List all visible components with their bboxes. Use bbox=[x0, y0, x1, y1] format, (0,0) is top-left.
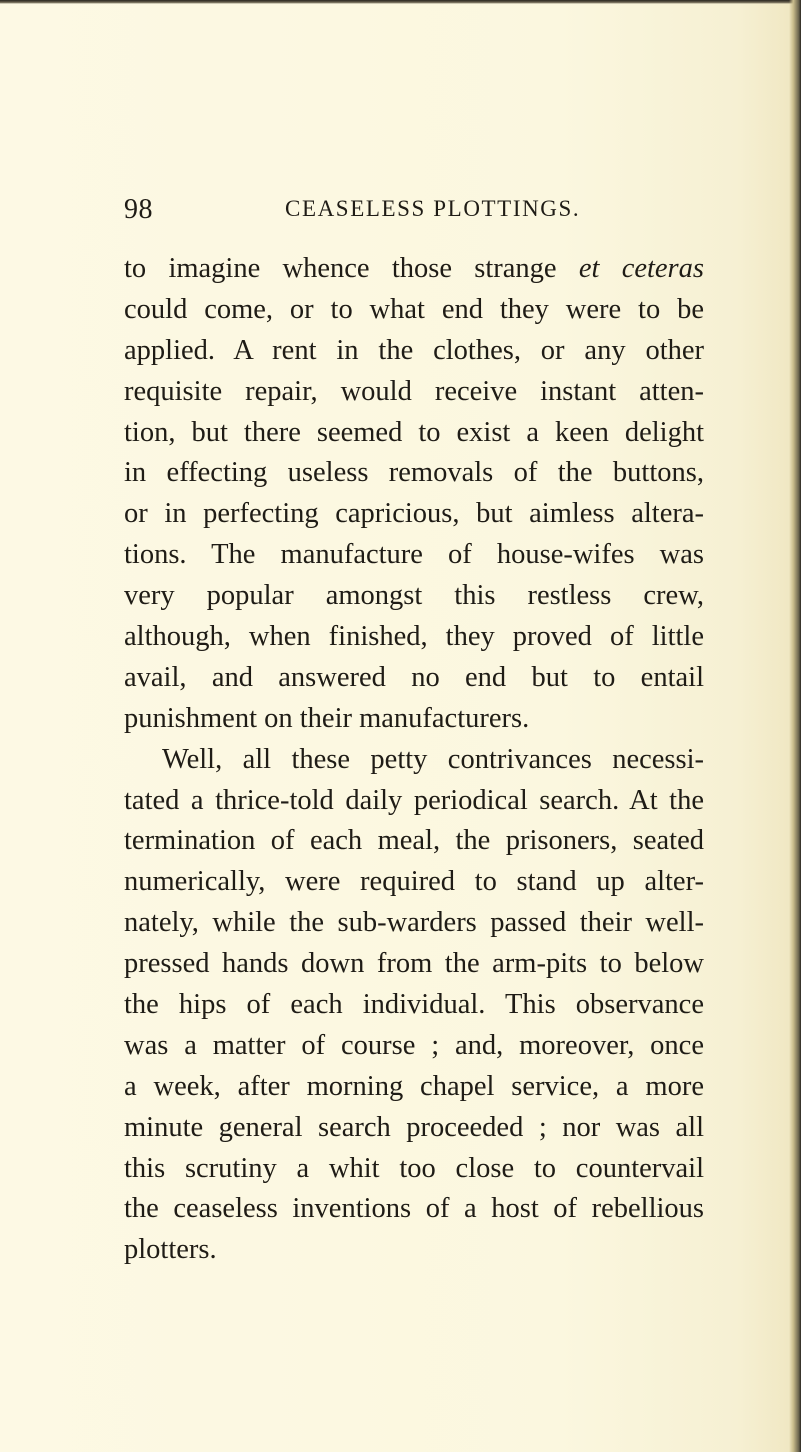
text-line: tated a thrice-told daily periodical search. At the bbox=[124, 784, 704, 816]
text-line: nately, while the sub-warders passed their well- bbox=[124, 907, 704, 939]
text-line: or in perfecting capricious, but aimless altera- bbox=[124, 498, 704, 530]
emphasis: et ceteras bbox=[578, 253, 704, 284]
text-line: the hips of each individual. This observance bbox=[124, 989, 704, 1021]
text-line: punishment on their manufacturers. bbox=[124, 702, 530, 734]
text-line: very popular amongst this restless crew, bbox=[124, 580, 704, 612]
text-line: to imagine whence those strange et ceteras bbox=[124, 253, 704, 284]
text-line: applied. A rent in the clothes, or any other bbox=[124, 334, 704, 366]
page-top-edge bbox=[0, 0, 801, 4]
text-line: pressed hands down from the arm-pits to below bbox=[124, 948, 704, 980]
body-text bbox=[124, 249, 704, 1271]
text-line: although, when finished, they proved of little bbox=[124, 621, 704, 653]
text-line: numerically, were required to stand up alter- bbox=[124, 866, 704, 898]
text-line: this scrutiny a whit too close to countervail bbox=[124, 1152, 704, 1184]
text-line: avail, and answered no end but to entail bbox=[124, 661, 704, 693]
page-header bbox=[124, 194, 704, 234]
text-line: plotters. bbox=[124, 1234, 217, 1266]
text-line: the ceaseless inventions of a host of rebellious bbox=[124, 1193, 704, 1225]
page-number: 98 bbox=[124, 194, 153, 225]
text-line: was a matter of course ; and, moreover, once bbox=[124, 1029, 704, 1061]
text-line: Well, all these petty contrivances necessi- bbox=[162, 743, 704, 775]
text-line: minute general search proceeded ; nor was all bbox=[124, 1111, 704, 1143]
text-line: a week, after morning chapel service, a more bbox=[124, 1070, 704, 1102]
text-line: tions. The manufacture of house-wifes was bbox=[124, 539, 704, 571]
text-line: tion, but there seemed to exist a keen delight bbox=[124, 416, 704, 448]
text-line: in effecting useless removals of the buttons, bbox=[124, 457, 704, 489]
text-line: could come, or to what end they were to be bbox=[124, 293, 704, 325]
text-line: termination of each meal, the prisoners, seated bbox=[124, 825, 704, 857]
page-binding-edge bbox=[789, 0, 801, 1452]
text-line: requisite repair, would receive instant atten- bbox=[124, 375, 704, 407]
running-head: CEASELESS PLOTTINGS. bbox=[285, 196, 581, 221]
